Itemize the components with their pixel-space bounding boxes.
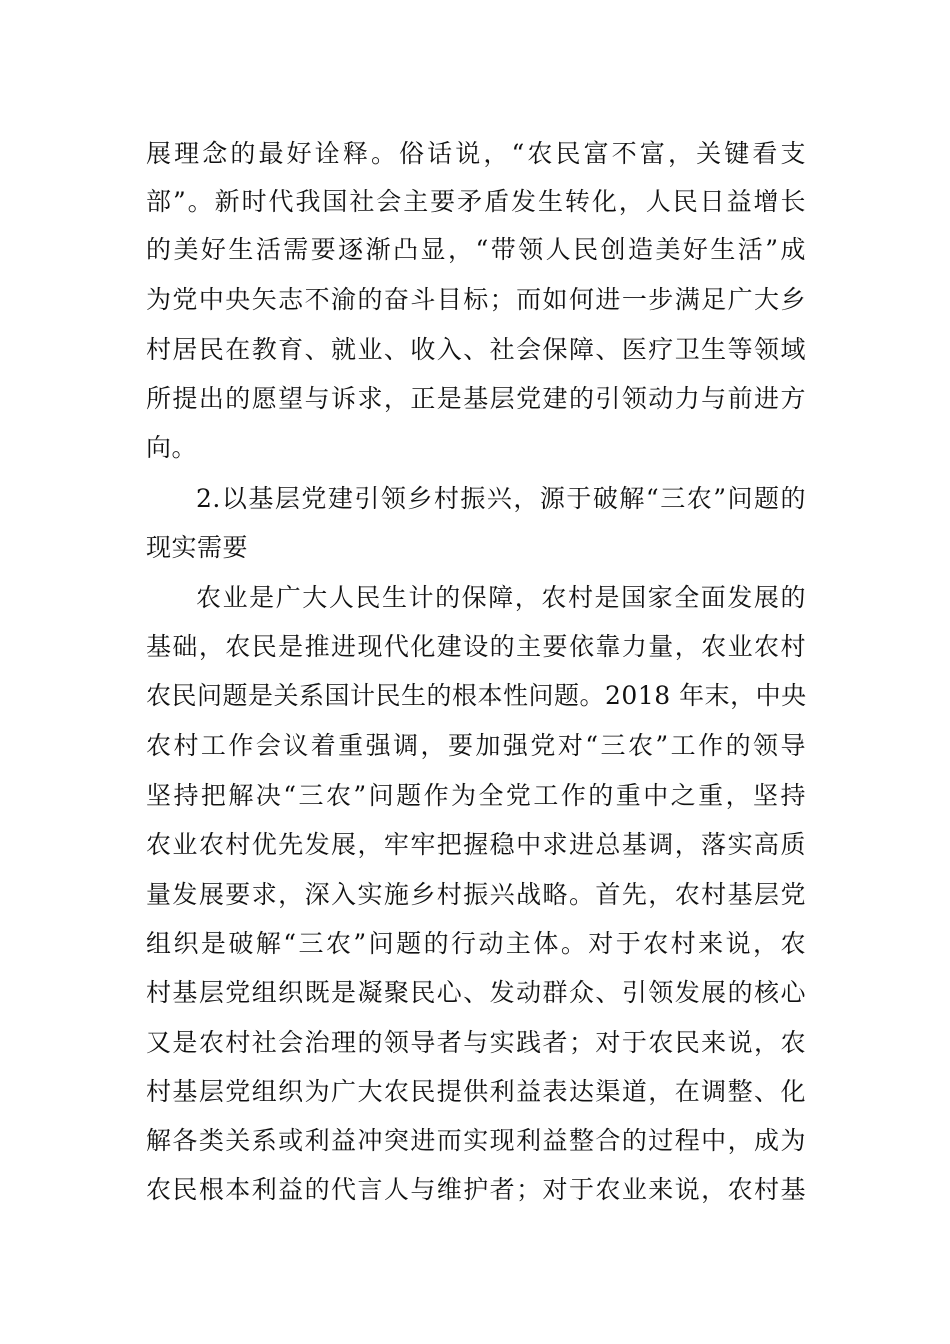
paragraph-line: 又是农村社会治理的领导者与实践者；对于农民来说，农 bbox=[146, 1028, 806, 1057]
paragraph-line: 解各类关系或利益冲突进而实现利益整合的过程中，成为 bbox=[146, 1126, 806, 1155]
paragraph-line: 农业是广大人民生计的保障，农村是国家全面发展的 bbox=[196, 583, 806, 612]
paragraph-line: 村基层党组织既是凝聚民心、发动群众、引领发展的核心 bbox=[146, 978, 806, 1007]
paragraph-line: 部”。新时代我国社会主要矛盾发生转化，人民日益增长 bbox=[146, 187, 806, 216]
section-heading-line: 现实需要 bbox=[146, 533, 249, 562]
paragraph-line: 展理念的最好诠释。俗话说，“农民富不富，关键看支 bbox=[146, 139, 806, 168]
paragraph-line: 农民根本利益的代言人与维护者；对于农业来说，农村基 bbox=[146, 1175, 806, 1204]
paragraph-line: 向。 bbox=[146, 433, 198, 462]
paragraph-line: 农民问题是关系国计民生的根本性问题。2018 年末，中央 bbox=[146, 681, 807, 710]
paragraph-line: 农村工作会议着重强调，要加强党对“三农”工作的领导 bbox=[146, 731, 806, 760]
section-heading-line: 2.以基层党建引领乡村振兴，源于破解“三农”问题的 bbox=[196, 484, 806, 513]
paragraph-line: 组织是破解“三农”问题的行动主体。对于农村来说，农 bbox=[146, 929, 806, 958]
paragraph-line: 所提出的愿望与诉求，正是基层党建的引领动力与前进方 bbox=[146, 384, 806, 413]
paragraph-line: 坚持把解决“三农”问题作为全党工作的重中之重，坚持 bbox=[146, 781, 806, 810]
paragraph-line: 基础，农民是推进现代化建设的主要依靠力量，农业农村 bbox=[146, 632, 806, 661]
paragraph-line: 村基层党组织为广大农民提供利益表达渠道，在调整、化 bbox=[146, 1077, 806, 1106]
paragraph-line: 农业农村优先发展，牢牢把握稳中求进总基调，落实高质 bbox=[146, 830, 806, 859]
paragraph-line: 的美好生活需要逐渐凸显，“带领人民创造美好生活”成 bbox=[146, 235, 806, 264]
paragraph-line: 村居民在教育、就业、收入、社会保障、医疗卫生等领域 bbox=[146, 335, 806, 364]
paragraph-line: 量发展要求，深入实施乡村振兴战略。首先，农村基层党 bbox=[146, 880, 806, 909]
paragraph-line: 为党中央矢志不渝的奋斗目标；而如何进一步满足广大乡 bbox=[146, 285, 806, 314]
